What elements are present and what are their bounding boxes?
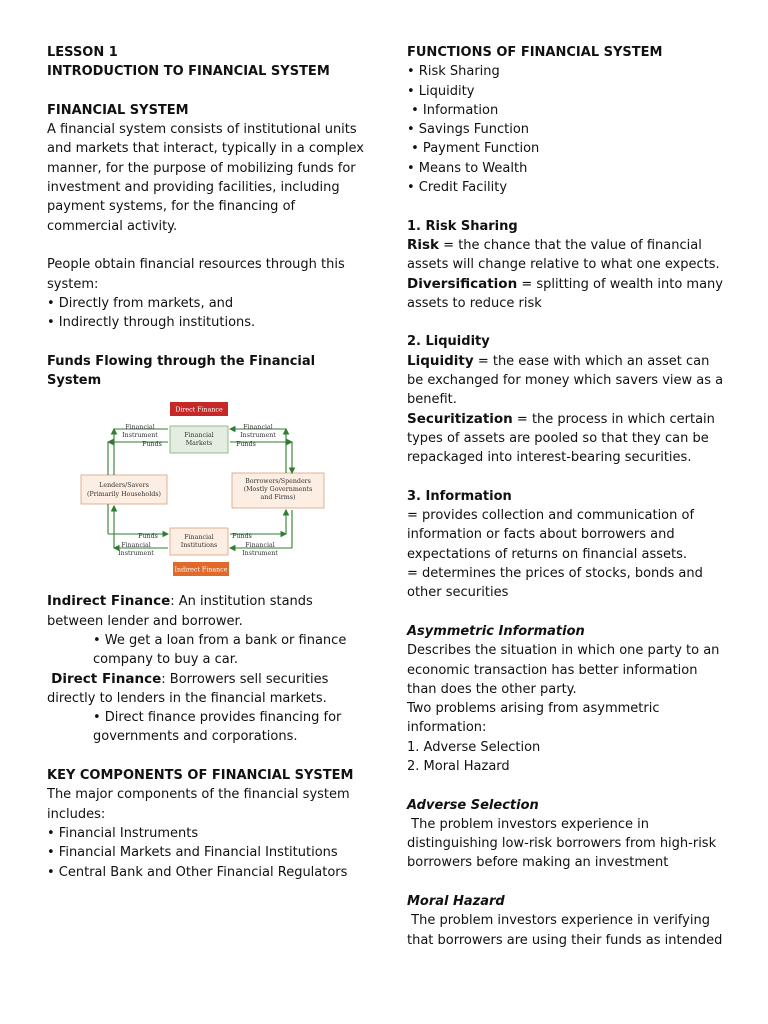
lenders-label-1: Lenders/Savers	[99, 482, 149, 490]
key-components-intro: The major components of the financial system includes:	[47, 787, 350, 822]
lenders-box	[81, 475, 167, 504]
instrument-tr-1: Financial	[243, 424, 273, 432]
direct-finance-bullet: • Direct finance provides financing for governments and corporations.	[93, 710, 342, 745]
liquidity-paragraph	[407, 352, 725, 410]
people-bullet-indirect: • Indirectly through institutions.	[47, 315, 256, 331]
liquidity-heading: 2. Liquidity	[407, 334, 490, 350]
indirect-finance-def: : An institution stands between lender and borrower.	[47, 594, 313, 629]
key-bullet-regulators: • Central Bank and Other Financial Regulators	[47, 864, 348, 880]
instrument-tl-2: Instrument	[122, 432, 158, 440]
funds-br: Funds	[232, 533, 252, 541]
function-item: • Risk Sharing	[407, 64, 500, 80]
indirect-finance-bullet: • We get a loan from a bank or finance company to buy a car.	[93, 632, 347, 668]
asymmetric-item-2: 2. Moral Hazard	[407, 758, 510, 774]
instrument-tl-1: Financial	[125, 424, 155, 432]
borrowers-label-2: (Mostly Governments	[243, 486, 313, 494]
funds-tr: Funds	[236, 441, 256, 449]
key-components-heading: KEY COMPONENTS OF FINANCIAL SYSTEM	[47, 768, 354, 784]
asymmetric-item-1: 1. Adverse Selection	[407, 739, 541, 755]
securitization-paragraph	[407, 410, 725, 468]
lesson-number: LESSON 1	[47, 45, 118, 60]
diversification-paragraph	[407, 275, 725, 314]
securitization-term: Securitization	[407, 410, 513, 427]
direct-finance-paragraph	[47, 670, 365, 709]
risk-paragraph	[407, 236, 725, 275]
information-heading: 3. Information	[407, 488, 512, 504]
key-bullet-instruments: • Financial Instruments	[47, 825, 199, 841]
adverse-selection-definition: The problem investors experience in distinguishing low-risk borrowers from high-risk borrowers before making an investment	[407, 816, 721, 871]
key-bullet-markets: • Financial Markets and Financial Institutions	[47, 845, 338, 861]
function-item: • Information	[407, 102, 499, 118]
right-column	[407, 43, 725, 950]
risk-sharing-heading: 1. Risk Sharing	[407, 218, 518, 234]
diversification-term: Diversification	[407, 275, 518, 292]
moral-hazard-definition: The problem investors experience in verifying that borrowers are using their funds as intended	[407, 913, 723, 948]
instrument-bl-1: Financial	[121, 542, 151, 550]
indirect-finance-paragraph	[47, 592, 365, 631]
function-item: • Payment Function	[407, 141, 540, 157]
functions-heading: FUNCTIONS OF FINANCIAL SYSTEM	[407, 45, 663, 60]
funds-bl: Funds	[138, 533, 158, 541]
financial-system-heading: FINANCIAL SYSTEM	[47, 102, 189, 118]
institutions-label-2: Institutions	[180, 542, 218, 550]
function-item: • Credit Facility	[407, 180, 508, 196]
asymmetric-definition: Describes the situation in which one party to an economic transaction has better information than does the other party.	[407, 643, 720, 697]
function-item: • Savings Function	[407, 122, 530, 138]
risk-term: Risk	[407, 236, 440, 253]
direct-finance-def: : Borrowers sell securities directly to lenders in the financial markets.	[47, 671, 329, 706]
instrument-br-2: Instrument	[242, 550, 278, 558]
asymmetric-heading: Asymmetric Information	[407, 623, 585, 639]
instrument-bl-2: Instrument	[118, 550, 154, 558]
liquidity-term: Liquidity	[407, 352, 474, 369]
liquidity-def: = the ease with which an asset can be exchanged for money which savers view as a benefit.	[407, 353, 724, 408]
instrument-tr-2: Instrument	[240, 432, 276, 440]
moral-hazard-heading: Moral Hazard	[407, 894, 505, 910]
indirect-finance-label: Indirect Finance	[174, 566, 228, 574]
function-item: • Liquidity	[407, 83, 475, 99]
indirect-finance-term: Indirect Finance	[47, 593, 171, 610]
financial-system-definition: A financial system consists of institutional units and markets that interact, typically in a complex manner, for the purpose of mobilizing funds for investment and providing facilities, including payment systems, for the financing of commercial activity.	[47, 122, 364, 234]
funds-flow-heading: Funds Flowing through the Financial System	[47, 353, 316, 389]
people-intro: People obtain financial resources through this system:	[47, 257, 345, 292]
instrument-br-1: Financial	[245, 542, 275, 550]
left-column	[47, 43, 365, 882]
borrowers-label-1: Borrowers/Spenders	[245, 478, 311, 486]
lenders-label-2: (Primarily Households)	[87, 491, 161, 499]
funds-flow-svg	[64, 398, 334, 584]
information-line-1: = provides collection and communication of information or facts about borrowers and expectations of returns on financial assets.	[407, 508, 695, 562]
diversification-def: = splitting of wealth into many assets to reduce risk	[407, 276, 723, 311]
funds-flow-diagram	[64, 398, 334, 584]
people-bullet-direct: • Directly from markets, and	[47, 295, 234, 311]
borrowers-label-3: and Firms)	[260, 494, 296, 502]
markets-label-2: Markets	[185, 440, 213, 448]
direct-finance-label: Direct Finance	[175, 406, 223, 414]
information-line-2: = determines the prices of stocks, bonds and other securities	[407, 566, 703, 601]
adverse-selection-heading: Adverse Selection	[407, 797, 539, 813]
securitization-def: = the process in which certain types of assets are pooled so that they can be repackaged into interest-bearing securities.	[407, 411, 715, 466]
lesson-title: INTRODUCTION TO FINANCIAL SYSTEM	[47, 64, 330, 80]
funds-tl: Funds	[142, 441, 162, 449]
institutions-label-1: Financial	[184, 534, 214, 542]
risk-def: = the chance that the value of financial assets will change relative to what one expects.	[407, 237, 720, 273]
direct-finance-term: Direct Finance	[51, 670, 162, 687]
asymmetric-two-problems: Two problems arising from asymmetric information:	[407, 701, 660, 736]
function-item: • Means to Wealth	[407, 160, 528, 176]
markets-label-1: Financial	[184, 432, 214, 440]
